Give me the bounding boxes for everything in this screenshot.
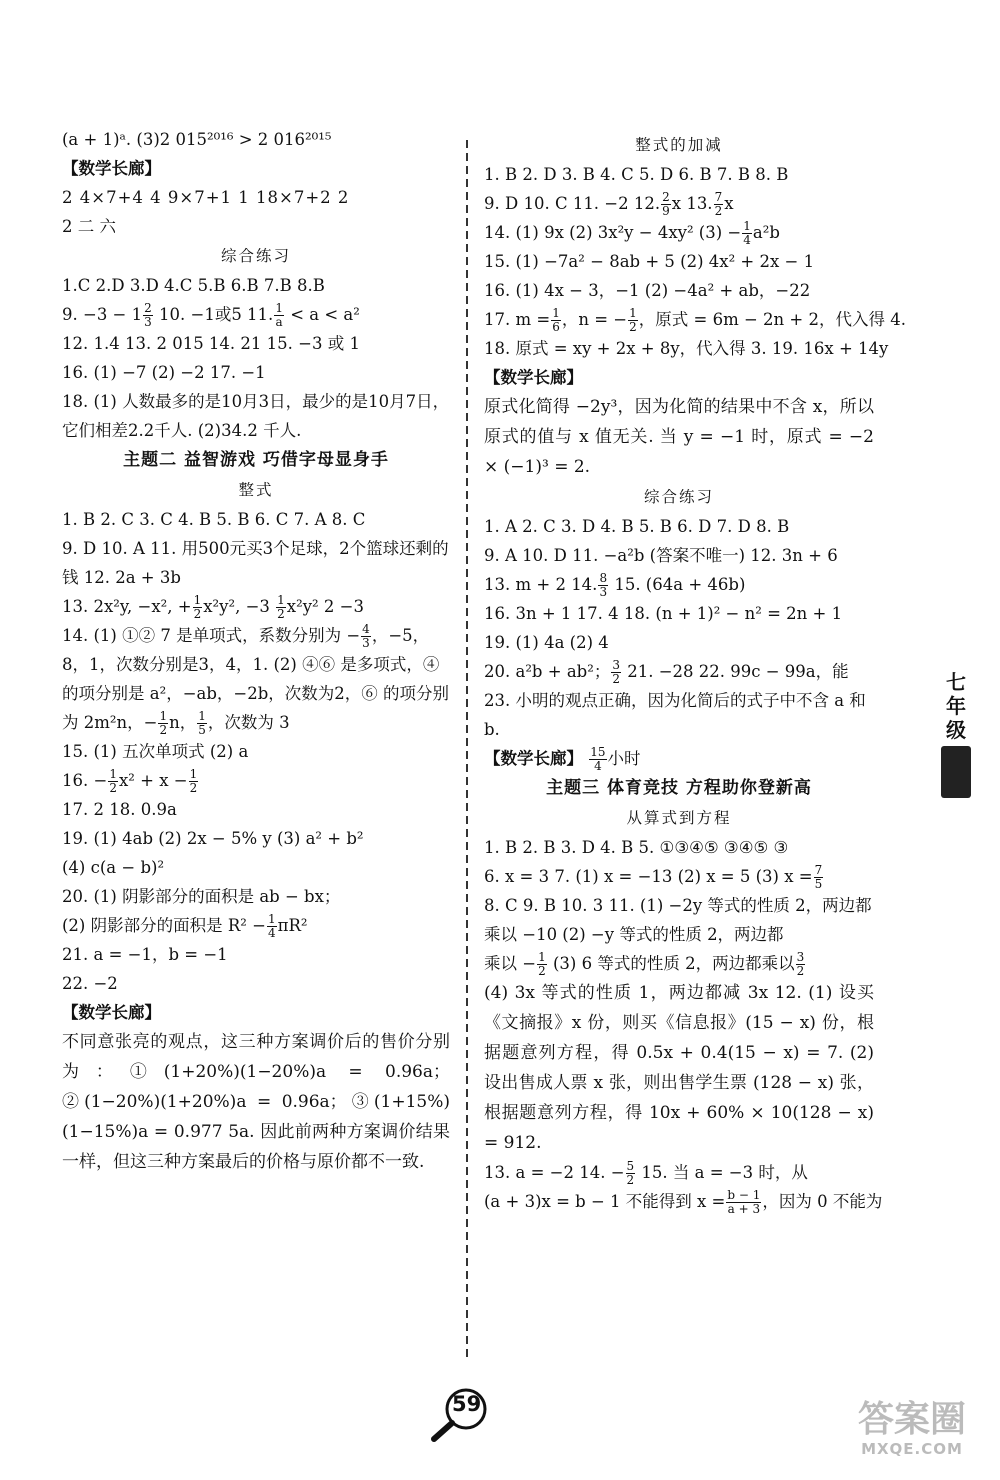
section-title: 整式 (238, 481, 274, 499)
answer-line: 14. (1) 9x (2) 3x²y − 4xy² (3) − $\frac{1}{4}$ a²b (484, 219, 780, 247)
answer-line: 1. B 2. B 3. D 4. B 5. ①③④⑤ ③④⑤ ③ (484, 838, 789, 857)
section-gallery-heading: 【数学长廊】 (62, 1003, 161, 1022)
answer-line: 15. (1) 五次单项式 (2) a (62, 742, 249, 761)
answer-line: 【数学长廊】 $\frac{15}{4}$ 小时 (484, 745, 641, 773)
watermark-title: 答案圈 (857, 1399, 966, 1440)
answer-line: 13. m + 2 14. $\frac{8}{3}$ 15. (64a + 46b) (484, 571, 746, 599)
section-gallery-heading: 【数学长廊】 (484, 749, 583, 768)
fraction: $\frac{2}{9}$ (662, 190, 670, 218)
answer-line: 16. (1) 4x − 3，−1 (2) −4a² + ab，−22 (484, 281, 811, 300)
answer-line: 9. A 10. D 11. −a²b (答案不唯一) 12. 3n + 6 (484, 546, 838, 565)
fraction: $\frac{1}{2}$ (189, 767, 198, 795)
grade-char: 年 (946, 694, 966, 718)
answer-line: 2 二 六 (62, 217, 116, 236)
answer-line: 16. − $\frac{1}{2}$ x² + x − $\frac{1}{2}$ (62, 767, 198, 795)
grade-side-tab (938, 670, 974, 798)
answer-line: 9. −3 − 1 $\frac{2}{3}$ 10. −1或5 11. $\frac{1}{a}$ < a < a² (62, 301, 360, 329)
fraction: $\frac{5}{2}$ (626, 1159, 635, 1187)
answer-line: 14. (1) ①② 7 是单项式，系数分别为 − $\frac{4}{3}$ ，−5，8，1，次数分别是3，4，1. (2) ④⑥ 是多项式，④的项分别是 a²，−ab，−2b，次数为2，⑥ 的项分别为 2m²n，− $\frac{1}{2}$ n， $\frac{1}{5}$ ，次数为 3 (62, 622, 450, 737)
answer-line: 乘以 − $\frac{1}{2}$ (3) 6 等式的性质 2，两边都乘以 $\frac{3}{2}$ (484, 950, 805, 978)
answer-line: 1. B 2. C 3. C 4. B 5. B 6. C 7. A 8. C (62, 510, 366, 529)
watermark-url: MXQE.COM (861, 1440, 963, 1458)
fraction: $\frac{1}{2}$ (193, 593, 202, 621)
fraction: $\frac{8}{3}$ (599, 571, 608, 599)
watermark (842, 1400, 982, 1470)
section-title: 整式的加减 (635, 136, 723, 154)
fraction: $\frac{1}{2}$ (109, 767, 117, 795)
answer-line: (a + 1)ᵃ. (3)2 015²⁰¹⁶ > 2 016²⁰¹⁵ (62, 130, 332, 149)
column-divider (466, 140, 468, 1360)
answer-line: 19. (1) 4a (2) 4 (484, 633, 609, 652)
left-column (62, 125, 450, 1177)
topic-title: 主题三 体育竞技 方程助你登新高 (546, 778, 812, 798)
page-number: 59 (452, 1392, 482, 1416)
grade-char: 级 (946, 718, 966, 742)
fraction: $\frac{1}{2}$ (629, 306, 637, 334)
answer-line: (2) 阴影部分的面积是 R² − $\frac{1}{4}$ πR² (62, 912, 308, 940)
fraction: $\frac{1}{6}$ (552, 306, 560, 334)
answer-line: (a + 3)x = b − 1 不能得到 x = $\frac{b - 1}{a + 3}$ ，因为 0 不能为 (484, 1188, 883, 1216)
section-title: 从算式到方程 (626, 809, 732, 827)
answer-line: 13. a = −2 14. − $\frac{5}{2}$ 15. 当 a = −3 时，从 (484, 1159, 808, 1187)
answer-line: 21. a = −1，b = −1 (62, 945, 228, 964)
answer-line: 6. x = 3 7. (1) x = −13 (2) x = 5 (3) x = $\frac{7}{5}$ (484, 863, 823, 891)
answer-line: 20. (1) 阴影部分的面积是 ab − bx； (62, 887, 341, 906)
answer-line: 1. B 2. D 3. B 4. C 5. D 6. B 7. B 8. B (484, 165, 789, 184)
fraction: $\frac{1}{2}$ (159, 709, 168, 737)
fraction: $\frac{4}{3}$ (362, 622, 370, 650)
gallery-paragraph: 原式化简得 −2y³，因为化简的结果中不含 x，所以原式的值与 x 值无关. 当 y = −1 时，原式 = −2 × (−1)³ = 2. (484, 397, 874, 477)
answer-line: 1. A 2. C 3. D 4. B 5. B 6. D 7. D 8. B (484, 517, 790, 536)
answer-line: 15. (1) −7a² − 8ab + 5 (2) 4x² + 2x − 1 (484, 252, 815, 271)
section-title: 综合练习 (220, 247, 291, 265)
topic-title: 主题二 益智游戏 巧借字母显身手 (123, 450, 389, 470)
fraction: $\frac{15}{4}$ (590, 745, 606, 773)
fraction: $\frac{1}{2}$ (538, 950, 546, 978)
answer-line: 1.C 2.D 3.D 4.C 5.B 6.B 7.B 8.B (62, 276, 325, 295)
section-title: 综合练习 (643, 488, 714, 506)
answer-line: 16. (1) −7 (2) −2 17. −1 (62, 363, 266, 382)
answer-line: 19. (1) 4ab (2) 2x − 5% y (3) a² + b² (62, 829, 364, 848)
answer-line: 9. D 10. A 11. 用500元买3个足球，2个篮球还剩的钱 12. 2a + 3b (62, 539, 449, 587)
fraction: $\frac{1}{2}$ (277, 593, 285, 621)
grade-char: 七 (946, 670, 966, 694)
answer-line: 8. C 9. B 10. 3 11. (1) −2y 等式的性质 2，两边都乘以 −10 (2) −y 等式的性质 2，两边都 (484, 896, 872, 944)
gallery-paragraph: 不同意张亮的观点，这三种方案调价后的售价分别为：①(1+20%)(1−20%)a = 0.96a；②(1−20%)(1+20%)a = 0.96a；③(1+15%)(1−15%)a = 0.977 5a. 因此前两种方案调价结果一样，但这三种方案最后的价格与原价都不一致. (62, 1032, 450, 1172)
answer-line: 18. (1) 人数最多的是10月3日，最少的是10月7日，它们相差2.2千人. (2)34.2 千人. (62, 392, 450, 440)
answer-line: 9. D 10. C 11. −2 12. $\frac{2}{9}$ x 13. $\frac{7}{2}$ x (484, 190, 734, 218)
answer-line: 17. m = $\frac{1}{6}$ ，n = − $\frac{1}{2}$ ，原式 = 6m − 2n + 2，代入得 4. (484, 306, 906, 334)
answer-line: 17. 2 18. 0.9a (62, 800, 177, 819)
fraction: $\frac{3}{2}$ (796, 950, 805, 978)
answer-line: 23. 小明的观点正确，因为化简后的式子中不含 a 和 b. (484, 691, 866, 739)
fraction: $\frac{7}{2}$ (714, 190, 723, 218)
answer-line: 2 4×7+4 4 9×7+1 1 18×7+2 2 (62, 188, 350, 207)
section-gallery-heading: 【数学长廊】 (62, 159, 161, 178)
fraction: $\frac{1}{a}$ (275, 301, 283, 329)
fraction: $\frac{1}{4}$ (267, 912, 276, 940)
answer-line: (4) c(a − b)² (62, 858, 165, 877)
answer-line: 12. 1.4 13. 2 015 14. 21 15. −3 或 1 (62, 334, 360, 353)
side-tab-block (941, 746, 971, 798)
fraction: $\frac{1}{5}$ (198, 709, 206, 737)
answer-line: 16. 3n + 1 17. 4 18. (n + 1)² − n² = 2n + 1 (484, 604, 843, 623)
section-gallery-heading: 【数学长廊】 (484, 368, 583, 387)
fraction: $\frac{7}{5}$ (814, 863, 823, 891)
fraction: $\frac{2}{3}$ (144, 301, 152, 329)
fraction: $\frac{1}{4}$ (743, 219, 751, 247)
fraction: $\frac{3}{2}$ (612, 658, 620, 686)
right-column (484, 130, 906, 1216)
fraction: $\frac{b - 1}{a + 3}$ (727, 1188, 761, 1216)
answer-line: 20. a²b + ab²； $\frac{3}{2}$ 21. −28 22. 99c − 99a，能 (484, 658, 849, 686)
answer-line: 18. 原式 = xy + 2x + 8y，代入得 3. 19. 16x + 14y (484, 339, 889, 358)
answer-line: 13. 2x²y, −x², + $\frac{1}{2}$ x²y², −3 $\frac{1}{2}$ x²y² 2 −3 (62, 593, 364, 621)
answer-paragraph: (4) 3x 等式的性质 1，两边都减 3x 12. (1) 设买《文摘报》x 份，则买《信息报》(15 − x) 份，根据题意列方程，得 0.5x + 0.4(15 − x) = 7. (2) 设出售成人票 x 张，则出售学生票 (128 − x) 张，根据题意列方程，得 10x + 60% × 10(128 − x) = 912. (484, 983, 874, 1153)
answer-line: 22. −2 (62, 974, 118, 993)
